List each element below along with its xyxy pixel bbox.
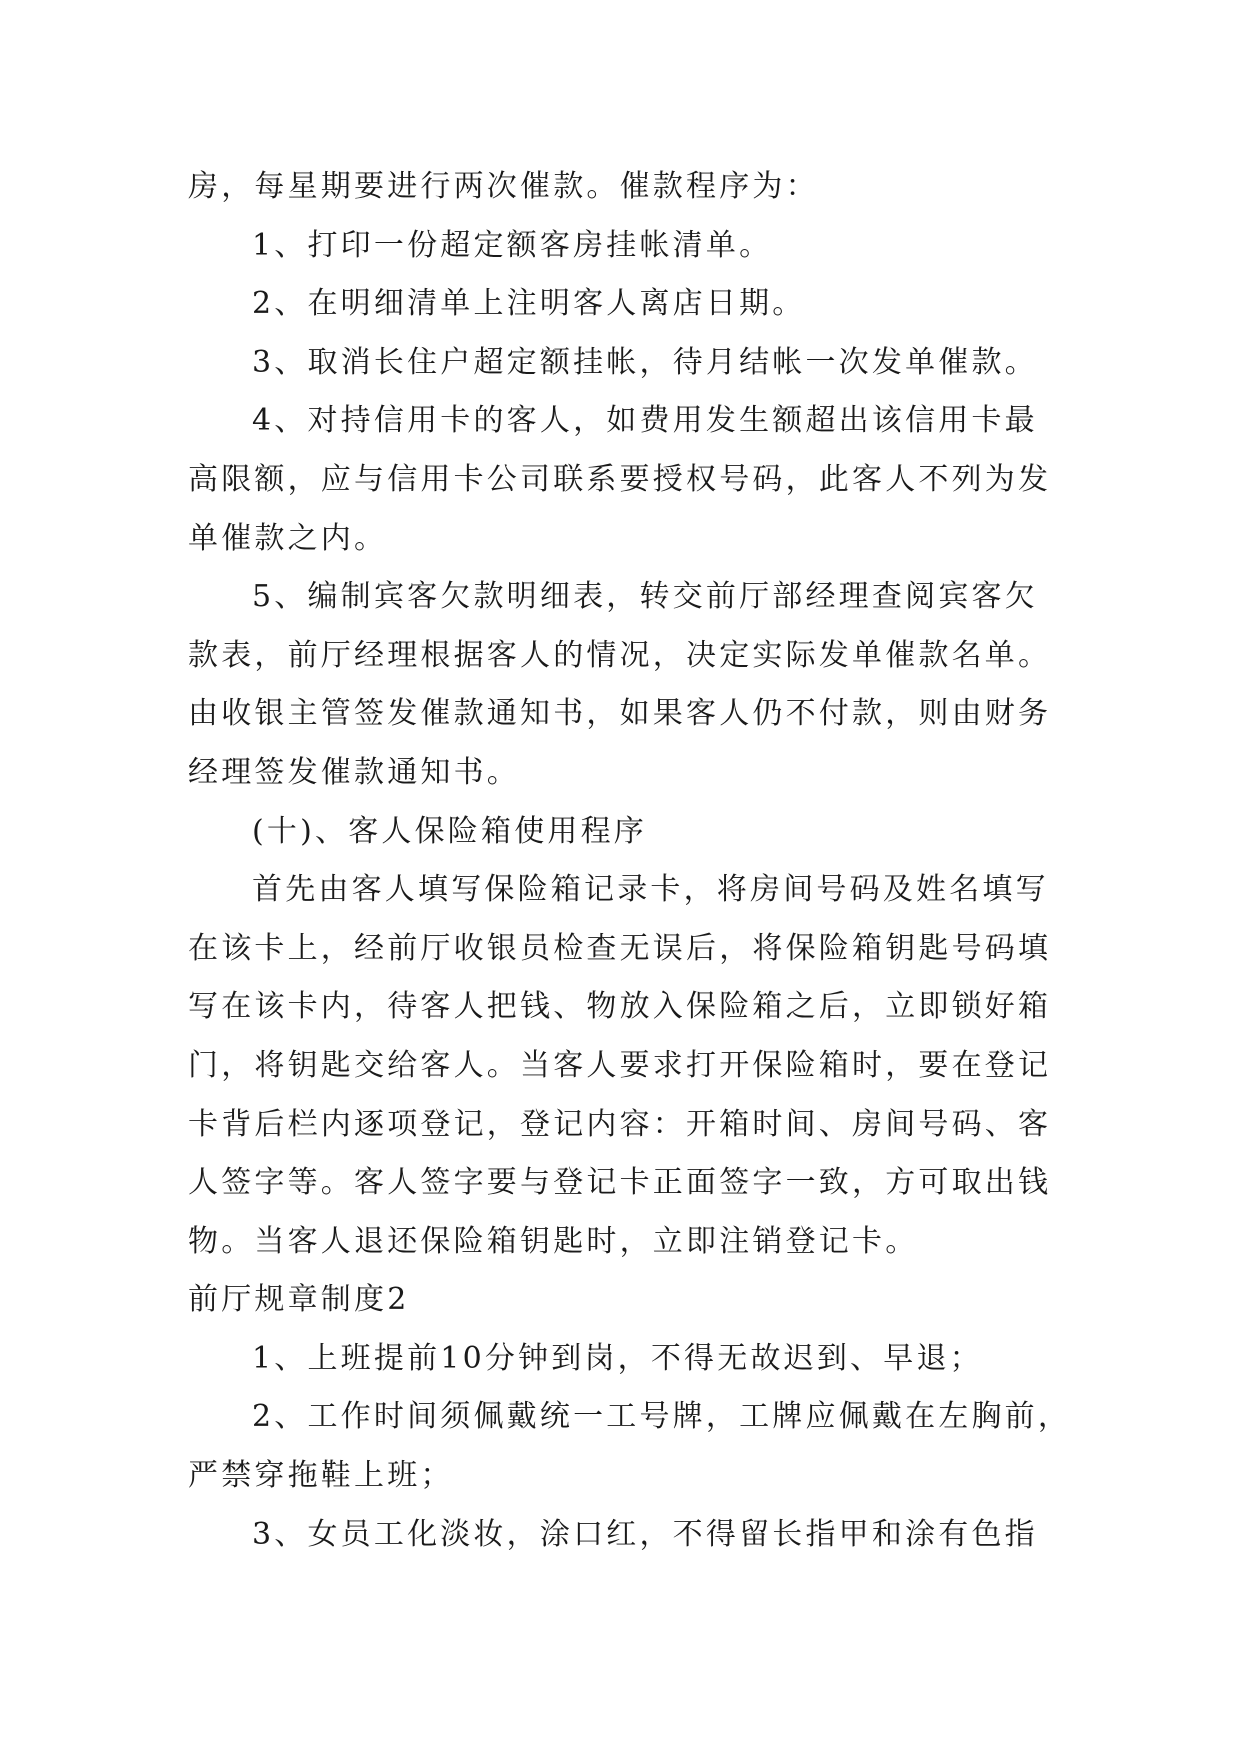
text-line: 3、取消长住户超定额挂帐，待月结帐一次发单催款。 [252,344,1038,380]
section-heading: (十)、客人保险箱使用程序 [252,813,648,849]
text-line: 3、女员工化淡妆，涂口红，不得留长指甲和涂有色指 [252,1516,1038,1552]
text-line: 单催款之内。 [188,520,388,556]
text-line: 人签字等。客人签字要与登记卡正面签字一致，方可取出钱 [188,1165,1052,1201]
document-body [188,158,1072,1564]
text-line: 2、在明细清单上注明客人离店日期。 [252,286,806,322]
text-line: 首先由客人填写保险箱记录卡，将房间号码及姓名填写 [252,872,1049,908]
text-line: 物。当客人退还保险箱钥匙时，立即注销登记卡。 [188,1223,919,1259]
text-line: 1、打印一份超定额客房挂帐清单。 [252,227,773,263]
text-line: 2、工作时间须佩戴统一工号牌，工牌应佩戴在左胸前， [252,1399,1072,1435]
text-line: 4、对持信用卡的客人，如费用发生额超出该信用卡最 [252,403,1038,439]
document-heading: 前厅规章制度2 [188,1282,410,1318]
text-line: 在该卡上，经前厅收银员检查无误后，将保险箱钥匙号码填 [188,930,1052,966]
text-line: 5、编制宾客欠款明细表，转交前厅部经理查阅宾客欠 [252,579,1038,615]
text-line: 高限额，应与信用卡公司联系要授权号码，此客人不列为发 [188,461,1052,497]
text-line: 由收银主管签发催款通知书，如果客人仍不付款，则由财务 [188,696,1052,732]
text-line: 房，每星期要进行两次催款。催款程序为： [188,169,819,204]
text-line: 1、上班提前10分钟到岗，不得无故迟到、早退； [252,1340,983,1376]
text-line: 严禁穿拖鞋上班； [188,1458,454,1494]
text-line: 写在该卡内，待客人把钱、物放入保险箱之后，立即锁好箱 [188,989,1052,1025]
text-line: 卡背后栏内逐项登记，登记内容：开箱时间、房间号码、客 [188,1106,1052,1142]
text-line: 款表，前厅经理根据客人的情况，决定实际发单催款名单。 [188,637,1052,673]
text-line: 门，将钥匙交给客人。当客人要求打开保险箱时，要在登记 [188,1047,1052,1083]
text-line: 经理签发催款通知书。 [188,754,520,790]
